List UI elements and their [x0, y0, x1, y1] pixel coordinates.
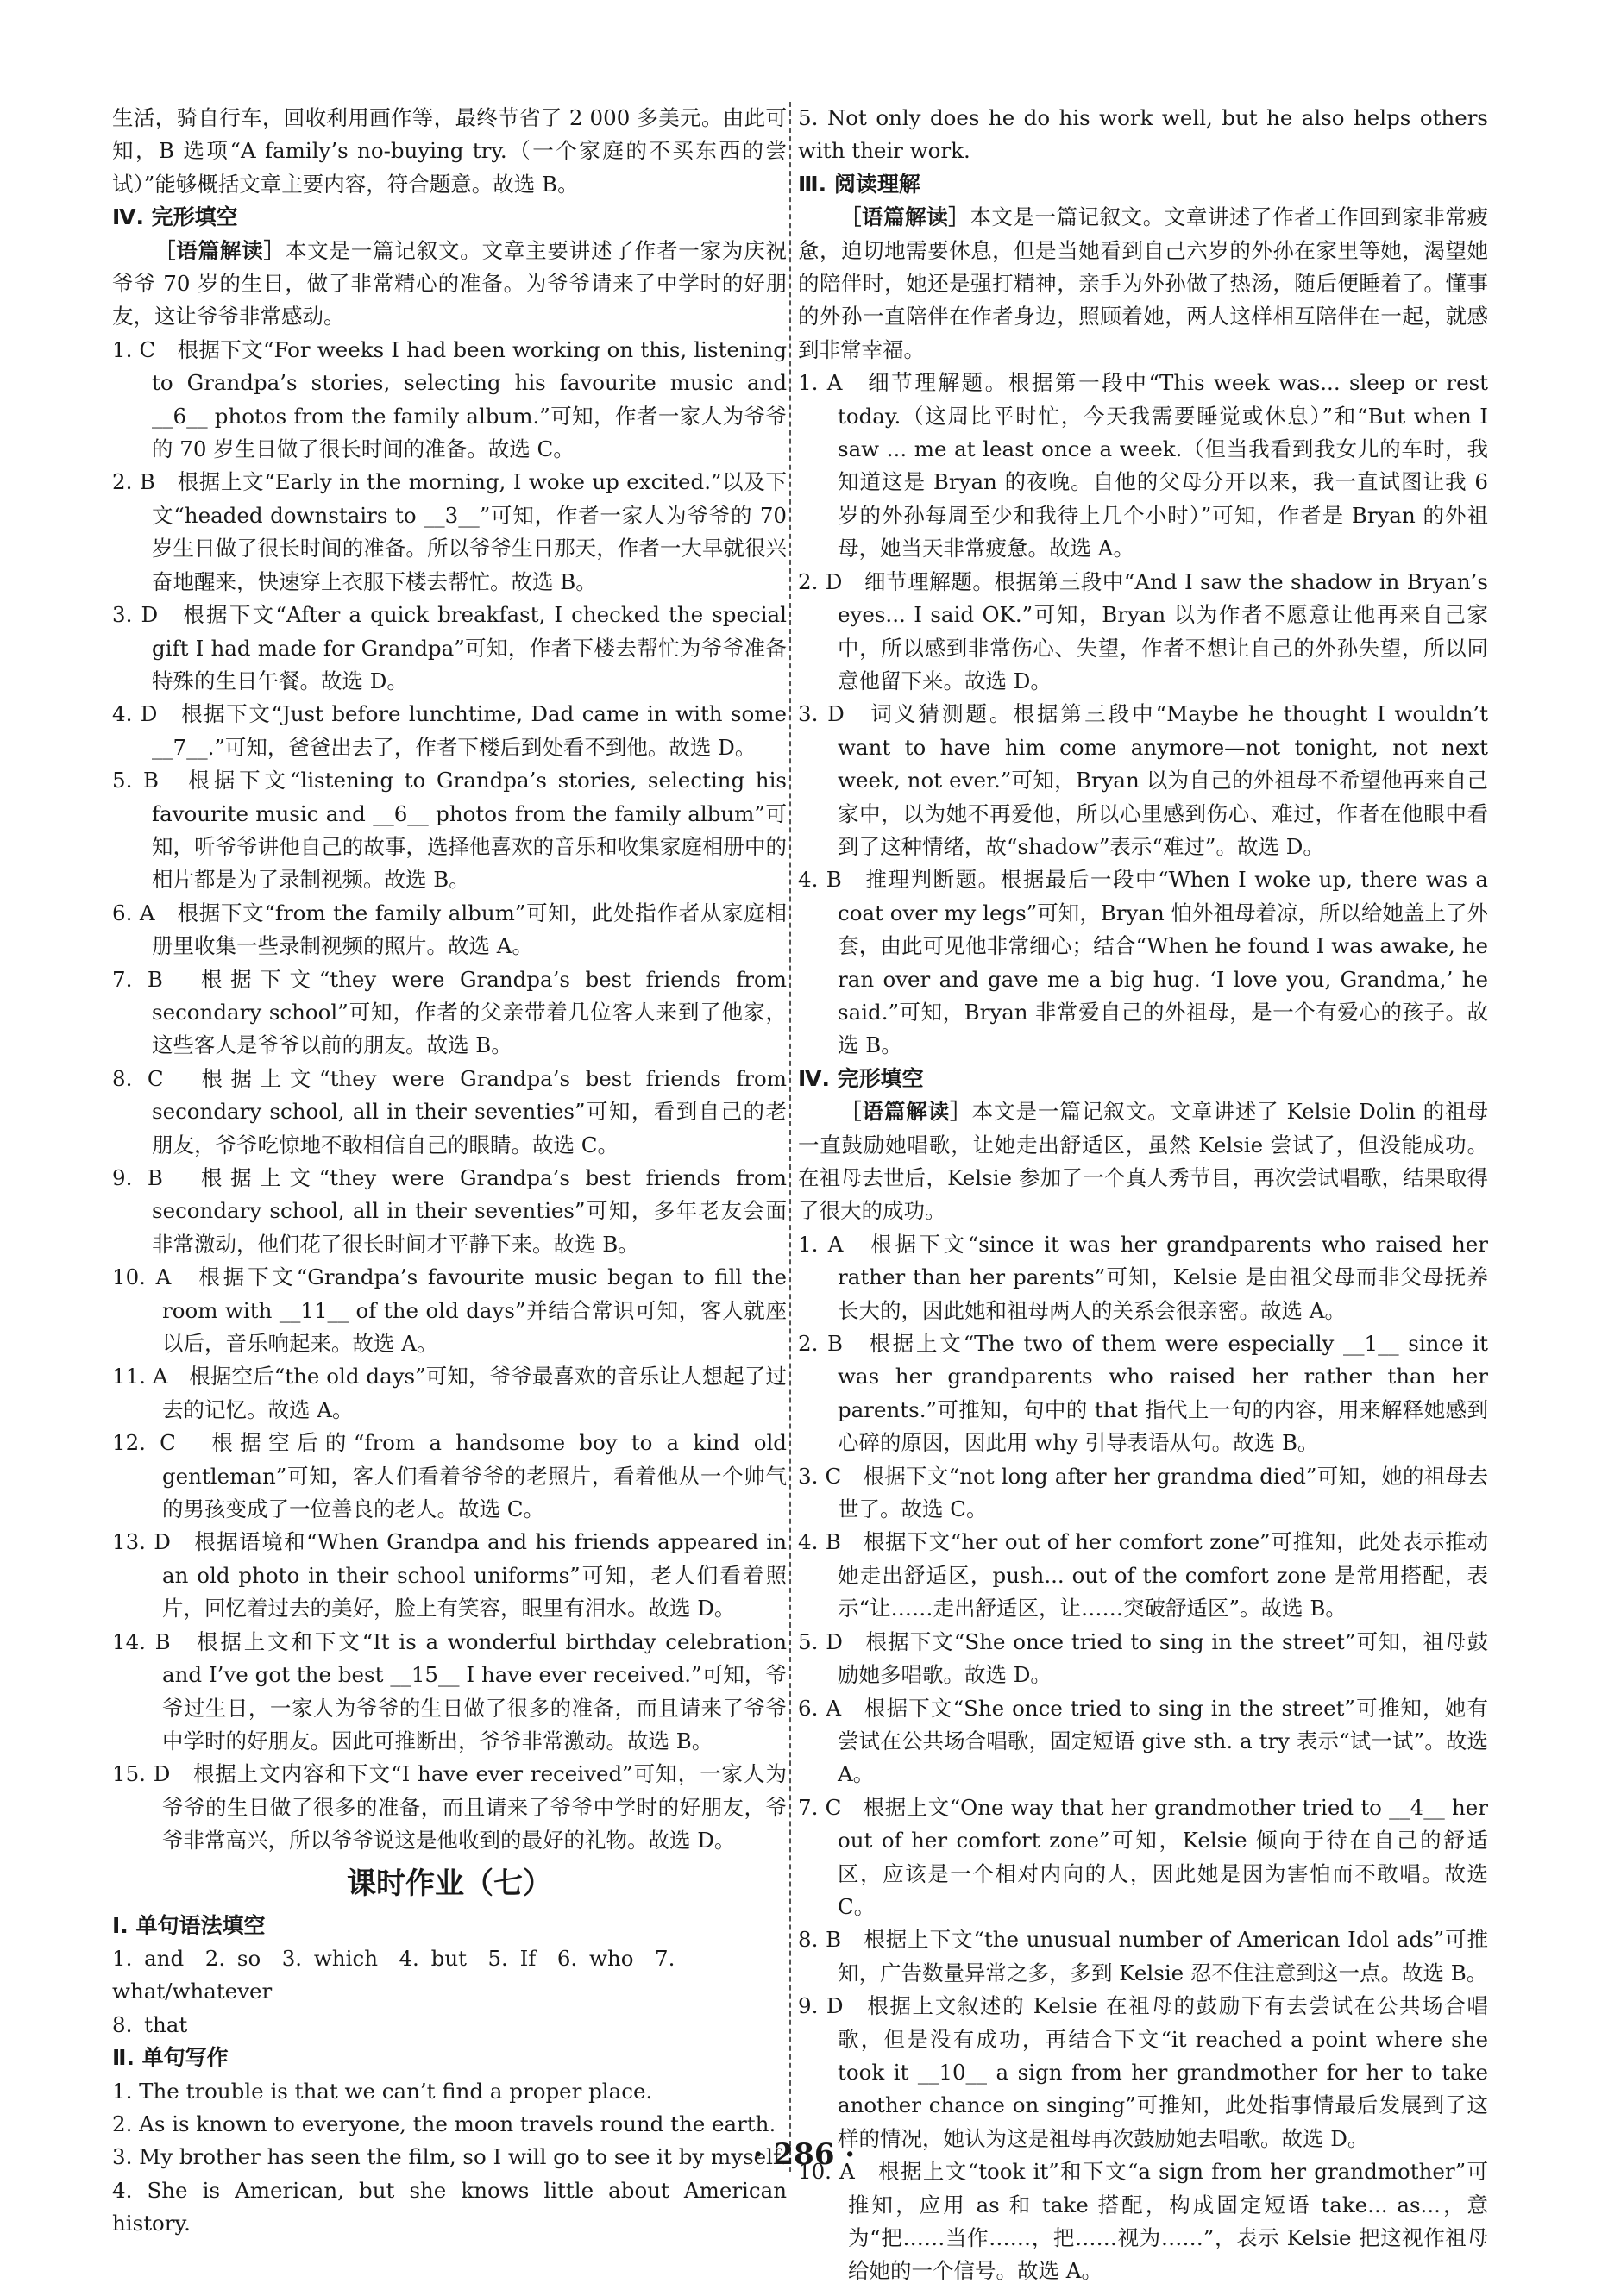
- sentence-answer: 3. My brother has seen the film, so I will go to see it by myself.: [112, 2144, 787, 2170]
- left-column: [112, 102, 787, 2241]
- grammar-answers: 1. and 2. so 3. which 4. but 5. If 6. who 7. what/whatever: [112, 1945, 675, 2004]
- section-title: Ⅳ. 完形填空: [798, 1065, 924, 1091]
- answer-item: 3. D 词义猜测题。根据第三段中“Maybe he thought I wouldn’t want to have him come anymore—not tonight, not next week, not ever.”可知，Bryan 以为自己的外祖母不希望他再来自己家中，以为她不再爱他，所以心里感到伤心、难过，作者在他眼中看到了这种情绪，故“shadow”表示“难过”。故选 D。: [798, 701, 1488, 859]
- analysis-text: 本文是一篇记叙文。文章讲述了 Kelsie Dolin 的祖母一直鼓励她唱歌，让她走出舒适区，虽然 Kelsie 尝试了，但没能成功。在祖母去世后，Kelsie 参加了一个真人秀节目，再次尝试唱歌，结果取得了很大的成功。: [798, 1099, 1489, 1224]
- answer-item: 2. B 根据上文“The two of them were especially __1__ since it was her grandparents who raised her rather than her parents.”可推知，句中的 that 指代上一句的内容，用来解释她感到心碎的原因，因此用 why 引导表语从句。故选 B。: [798, 1331, 1488, 1456]
- page-number: · 286 ·: [752, 2137, 856, 2172]
- passage-analysis: [798, 1095, 1488, 1228]
- analysis-text: 本文是一篇记叙文。文章讲述了作者工作回到家非常疲惫，迫切地需要休息，但是当她看到自己六岁的外孙在家里等她，渴望她的陪伴时，她还是强打精神，亲手为外孙做了热汤，随后便睡着了。懂事的外孙一直陪伴在作者身边，照顾着她，两人这样相互陪伴在一起，就感到非常幸福。: [798, 204, 1488, 362]
- answer-item: 6. A 根据下文“from the family album”可知，此处指作者从家庭相册里收集一些录制视频的照片。故选 A。: [112, 900, 787, 959]
- answer-item: 2. D 细节理解题。根据第三段中“And I saw the shadow in Bryan’s eyes... I said OK.”可知，Bryan 以为作者不愿意让他再来自己家中，所以感到非常伤心、失望，作者不想让自己的外孙失望，所以同意他留下来。故选 D。: [798, 568, 1488, 693]
- answer-item: 1. A 细节理解题。根据第一段中“This week was... sleep or rest today.（这周比平时忙，今天我需要睡觉或休息）”和“But when I saw ... me at least once a week.（但当我看到我女儿的车时，我知道这是 Bryan 的夜晚。自他的父母分开以来，我一直试图让我 6 岁的外孙每周至少和我待上几个小时）”可知，作者是 Bryan 的外祖母，她当天非常疲惫。故选 A。: [798, 370, 1488, 561]
- answer-item: 4. B 根据下文“her out of her comfort zone”可推知，此处表示推动她走出舒适区，push... out of the comfort zone 是常用搭配，表示“让……走出舒适区，让……突破舒适区”。故选 B。: [798, 1529, 1488, 1622]
- sentence-answer: 4. She is American, but she knows little about American history.: [112, 2177, 787, 2236]
- answer-item: 4. B 推理判断题。根据最后一段中“When I woke up, there was a coat over my legs”可知，Bryan 怕外祖母着凉，所以给她盖上了外套，由此可见他非常细心；结合“When he found I was awake, he ran over and gave me a big hug. ‘I love you, Grandma,’ he said.”可知，Bryan 非常爱自己的外祖母，是一个有爱心的孩子。故选 B。: [798, 867, 1489, 1058]
- answer-item: 7. C 根据上文“One way that her grandmother tried to __4__ her out of her comfort zone”可知，Kelsie 倾向于待在自己的舒适区，应该是一个相对内向的人，因此她是因为害怕而不敢唱。故选 C。: [798, 1794, 1488, 1919]
- section-title: Ⅳ. 完形填空: [112, 204, 238, 230]
- passage-analysis: [112, 235, 787, 334]
- right-column: [798, 102, 1488, 2288]
- intro-paragraph: 生活，骑自行车，回收利用画作等，最终节省了 2 000 多美元。由此可知，B 选项“A family’s no-buying try.（一个家庭的不买东西的尝试）”能够概括文章主要内容，符合题意。故选 B。: [112, 105, 787, 197]
- answer-item: 8. B 根据上下文“the unusual number of American Idol ads”可推知，广告数量异常之多，多到 Kelsie 忍不住注意到这一点。故选 B。: [798, 1927, 1488, 1985]
- answer-item: 8. C 根据上文“they were Grandpa’s best friends from secondary school, all in their seventies”可知，看到自己的老朋友，爷爷吃惊地不敢相信自己的眼睛。故选 C。: [112, 1065, 787, 1157]
- analysis-tag: ［语篇解读］: [840, 204, 970, 230]
- answer-item: 3. D 根据下文“After a quick breakfast, I checked the special gift I had made for Grandpa”可知，作者下楼去帮忙为爷爷准备特殊的生日午餐。故选 D。: [112, 602, 787, 693]
- answer-item: 1. A 根据下文“since it was her grandparents who raised her rather than her parents”可知，Kelsie 是由祖父母而非父母抚养长大的，因此她和祖母两人的关系会很亲密。故选 A。: [798, 1231, 1488, 1323]
- homework-title: 课时作业（七）: [347, 1866, 552, 1901]
- sentence-answer: 2. As is known to everyone, the moon travels round the earth.: [112, 2111, 776, 2136]
- answer-item: 3. C 根据下文“not long after her grandma died”可知，她的祖母去世了。故选 C。: [798, 1463, 1488, 1522]
- passage-analysis: [798, 201, 1488, 367]
- answer-item: 10. A 根据上文“took it”和下文“a sign from her grandmother”可推知，应用 as 和 take 搭配，构成固定短语 take... as...，意为“把……当作……，把……视为……”，表示 Kelsie 把这视作祖母给她的一个信号。故选 A。: [798, 2159, 1488, 2284]
- section-title: Ⅰ. 单句语法填空: [112, 1912, 266, 1938]
- answer-item: 10. A 根据下文“Grandpa’s favourite music began to fill the room with __11__ of the old days”并结合常识可知，客人就座以后，音乐响起来。故选 A。: [112, 1264, 787, 1357]
- answer-item: 5. B 根据下文“listening to Grandpa’s stories, selecting his favourite music and __6__ photos from the family album”可知，听爷爷讲他自己的故事，选择他喜欢的音乐和收集家庭相册中的相片都是为了录制视频。故选 B。: [112, 768, 787, 893]
- answer-item: 11. A 根据空后“the old days”可知，爷爷最喜欢的音乐让人想起了过去的记忆。故选 A。: [112, 1364, 787, 1422]
- answer-item: 13. D 根据语境和“When Grandpa and his friends appeared in an old photo in their school uniforms”可知，老人们看着照片，回忆着过去的美好，脸上有笑容，眼里有泪水。故选 D。: [112, 1529, 787, 1622]
- column-divider: [789, 102, 791, 2172]
- analysis-text: 本文是一篇记叙文。文章主要讲述了作者一家为庆祝爷爷 70 岁的生日，做了非常精心的准备。为爷爷请来了中学时的好朋友，这让爷爷非常感动。: [112, 237, 788, 329]
- answer-item: 1. C 根据下文“For weeks I had been working on this, listening to Grandpa’s stories, selecting his favourite music and __6__ photos from the family album.”可知，作者一家人为爷爷的 70 岁生日做了很长时间的准备。故选 C。: [112, 336, 787, 462]
- answer-item: 4. D 根据下文“Just before lunchtime, Dad came in with some __7__.”可知，爸爸出去了，作者下楼后到处看不到他。故选 D。: [112, 701, 787, 760]
- answer-item: 14. B 根据上文和下文“It is a wonderful birthday celebration and I’ve got the best __15__ I have ever received.”可知，爷爷过生日，一家人为爷爷的生日做了很多的准备，而且请来了爷爷中学时的好朋友。因此可推断出，爷爷非常激动。故选 B。: [112, 1628, 787, 1753]
- sentence-answer: 5. Not only does he do his work well, but he also helps others with their work.: [798, 105, 1488, 164]
- answer-item: 15. D 根据上文内容和下文“I have ever received”可知，一家人为爷爷的生日做了很多的准备，而且请来了爷爷中学时的好朋友，爷爷非常高兴，所以爷爷说这是他收到的最好的礼物。故选 D。: [112, 1761, 787, 1854]
- answer-item: 9. D 根据上文叙述的 Kelsie 在祖母的鼓励下有去尝试在公共场合唱歌，但是没有成功，再结合下文“it reached a point where she took it __10__ a sign from her grandmother for her to take another chance on singing”可推知，此处指事情最后发展到了这样的情况，她认为这是祖母再次鼓励她去唱歌。故选 D。: [798, 1993, 1488, 2151]
- answer-item: 12. C 根据空后的“from a handsome boy to a kind old gentleman”可知，客人们看着爷爷的老照片，看着他从一个帅气的男孩变成了一位善良的老人。故选 C。: [112, 1430, 787, 1522]
- section-title: Ⅱ. 单句写作: [112, 2045, 229, 2071]
- answer-item: 6. A 根据下文“She once tried to sing in the street”可推知，她有尝试在公共场合唱歌，固定短语 give sth. a try 表示“试一试”。故选 A。: [798, 1695, 1488, 1787]
- answer-item: 2. B 根据上文“Early in the morning, I woke up excited.”以及下文“headed downstairs to __3__”可知，作者一家人为爷爷的 70 岁生日做了很长时间的准备。所以爷爷生日那天，作者一大早就很兴奋地醒来，快速穿上衣服下楼去帮忙。故选 B。: [112, 469, 787, 594]
- sentence-answer: 1. The trouble is that we can’t find a proper place.: [112, 2078, 653, 2104]
- section-title: Ⅲ. 阅读理解: [798, 171, 920, 197]
- analysis-tag: ［语篇解读］: [154, 237, 286, 263]
- answer-item: 5. D 根据下文“She once tried to sing in the street”可知，祖母鼓励她多唱歌。故选 D。: [798, 1628, 1488, 1688]
- answer-item: 7. B 根据下文“they were Grandpa’s best friends from secondary school”可知，作者的父亲带着几位客人来到了他家，这些客人是爷爷以前的朋友。故选 B。: [112, 966, 787, 1058]
- answer-item: 9. B 根据上文“they were Grandpa’s best friends from secondary school, all in their seventies”可知，多年老友会面非常激动，他们花了很长时间才平静下来。故选 B。: [112, 1165, 787, 1257]
- analysis-tag: ［语篇解读］: [840, 1099, 972, 1125]
- grammar-answers: 8. that: [112, 2011, 188, 2037]
